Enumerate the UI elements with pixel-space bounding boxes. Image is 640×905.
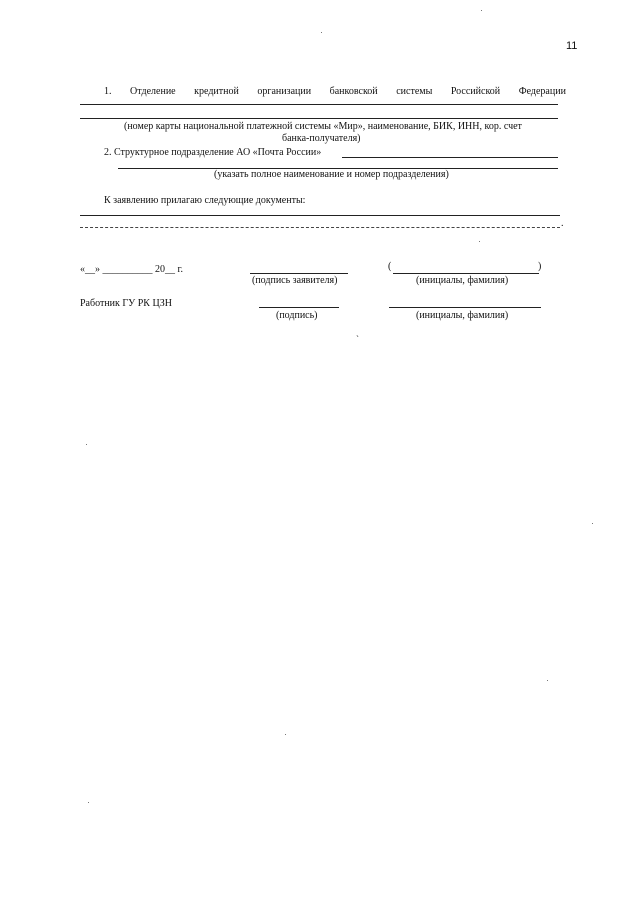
heading-word: Отделение (130, 86, 176, 97)
bank-section-heading (104, 86, 566, 98)
bank-details-line-1 (80, 104, 558, 105)
heading-word: системы (396, 86, 433, 97)
heading-word: банковской (329, 86, 378, 97)
scan-speck (86, 444, 87, 445)
applicant-name-paren-open: ( (388, 261, 392, 272)
post-office-caption: (указать полное наименование и номер подразделения) (214, 169, 449, 180)
scan-speck (88, 802, 89, 803)
scan-speck (321, 32, 322, 33)
applicant-name-paren-close: ) (538, 261, 542, 272)
bank-section-number: 1. (104, 86, 112, 97)
bank-details-line-2 (80, 118, 558, 119)
page-number: 11 (566, 40, 578, 52)
scan-speck (547, 680, 548, 681)
worker-label: Работник ГУ РК ЦЗН (80, 298, 172, 309)
documents-end-mark: . (561, 218, 564, 229)
worker-signature-caption: (подпись) (276, 310, 318, 321)
bank-details-caption-cont: банка-получателя) (282, 133, 361, 144)
documents-line-2 (80, 227, 560, 228)
worker-name-line (389, 307, 541, 308)
post-office-line-inline (342, 157, 558, 158)
scan-speck (285, 734, 286, 735)
applicant-name-caption: (инициалы, фамилия) (416, 275, 509, 286)
worker-name-caption: (инициалы, фамилия) (416, 310, 509, 321)
applicant-name-line (393, 273, 539, 274)
scan-speck (592, 523, 593, 524)
bank-details-caption: (номер карты национальной платежной системы «Мир», наименование, БИК, ИНН, кор. счет (124, 121, 522, 132)
worker-signature-line (259, 307, 339, 308)
post-office-label: 2. Структурное подразделение АО «Почта России» (104, 147, 322, 158)
scan-speck (479, 241, 480, 242)
heading-word: организации (257, 86, 312, 97)
applicant-signature-caption: (подпись заявителя) (252, 275, 338, 286)
heading-word: Российской (450, 86, 501, 97)
heading-word: кредитной (194, 86, 239, 97)
scan-speck (481, 10, 482, 11)
scan-mark: ` (356, 334, 359, 344)
heading-word: Федерации (518, 86, 566, 97)
applicant-signature-line (250, 273, 348, 274)
documents-line-1 (80, 215, 560, 216)
documents-label: К заявлению прилагаю следующие документы: (104, 195, 306, 206)
date-field: «__» __________ 20__ г. (80, 264, 183, 275)
